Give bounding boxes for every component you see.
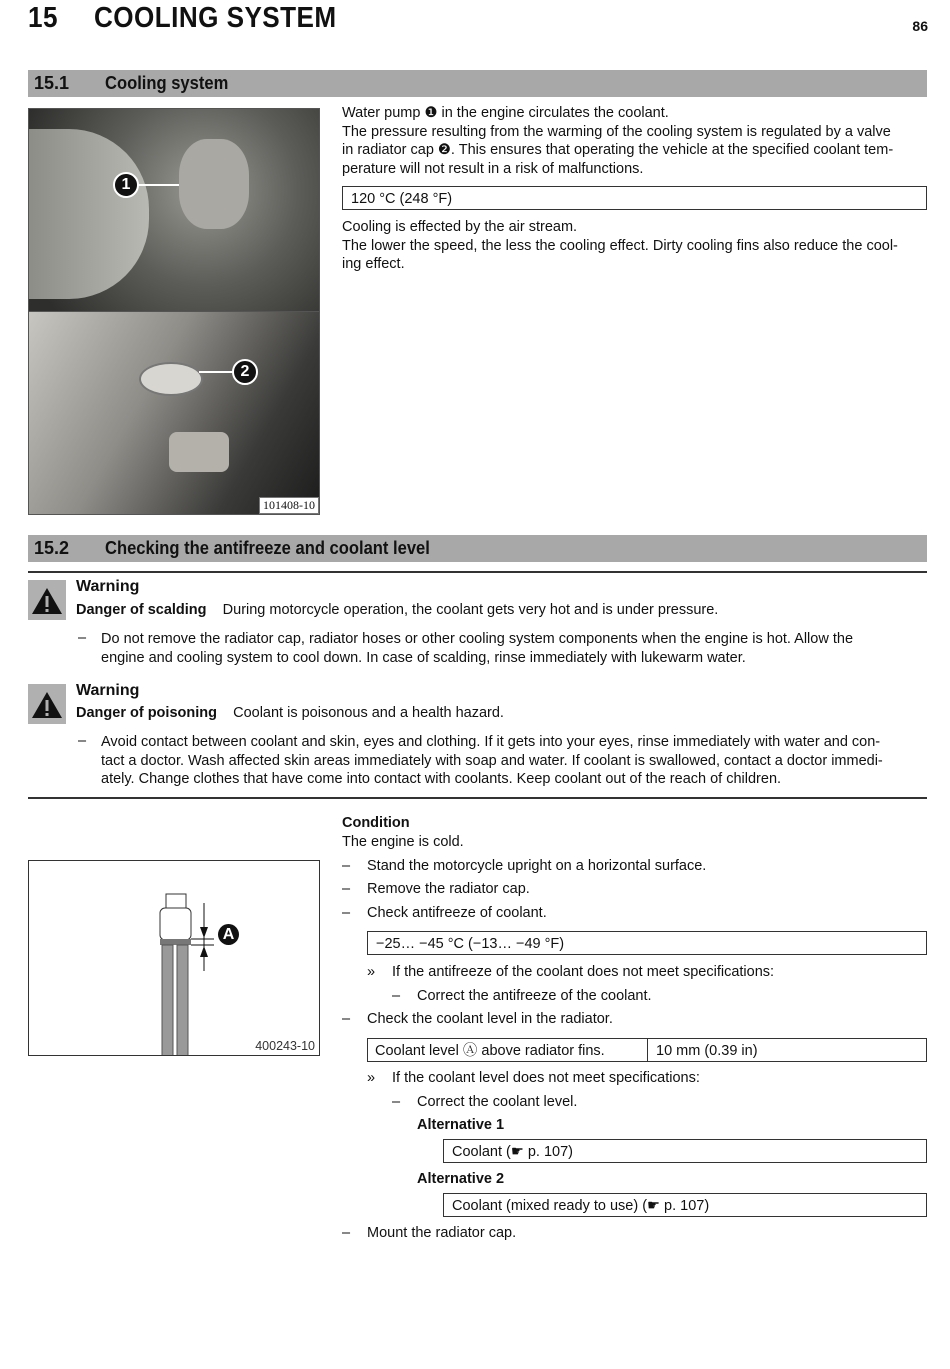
step: Mount the radiator cap. — [367, 1225, 517, 1241]
image-id: 101408-10 — [259, 497, 319, 514]
chapter-number: 15 — [28, 2, 58, 34]
section-heading-15-1 — [28, 70, 927, 97]
alternative-label: Alternative 1 — [417, 1117, 505, 1133]
warning-icon — [28, 684, 66, 724]
condition-if: If the antifreeze of the coolant does not meet specifications: — [392, 964, 775, 980]
antifreeze-spec: −25… −45 °C (−13… −49 °F) — [367, 931, 927, 955]
warning-text — [76, 705, 504, 721]
radiator-diagram — [29, 861, 319, 1055]
danger-text: During motorcycle operation, the coolant gets very hot and is under pressure. — [222, 602, 719, 618]
chapter-heading — [28, 2, 337, 35]
cooling-text — [342, 218, 898, 274]
dash: – — [342, 881, 351, 897]
text-line: Water pump ❶ in the engine circulates the coolant. — [342, 105, 669, 121]
warning-heading: Warning — [76, 578, 140, 595]
water-pump — [179, 139, 249, 229]
callout-a: A — [218, 924, 239, 945]
step: Correct the coolant level. — [417, 1094, 578, 1110]
danger-text: Coolant is poisonous and a health hazard. — [233, 705, 504, 721]
opening-pressure-spec: 120 °C (248 °F) — [342, 186, 927, 210]
filler-neck — [169, 432, 229, 472]
text-line: The pressure resulting from the warming of the cooling system is regulated by a valve — [342, 123, 891, 140]
chapter-title: COOLING SYSTEM — [93, 2, 337, 34]
leader-line — [137, 184, 179, 186]
leader-line — [199, 371, 235, 373]
dash: – — [342, 905, 351, 921]
step: Check the coolant level in the radiator. — [367, 1011, 613, 1027]
condition-text: The engine is cold. — [342, 834, 464, 850]
warning-icon — [28, 580, 66, 620]
radiator-cap-photo — [28, 311, 320, 515]
coolant-level-spec — [367, 1038, 927, 1062]
text-line: Avoid contact between coolant and skin, eyes and clothing. If it gets into your eyes, rinse immediately with water and con- — [101, 734, 881, 750]
danger-label: Danger of poisoning — [76, 705, 217, 721]
alternative-1-ref[interactable]: Coolant (☛ p. 107) — [443, 1139, 927, 1163]
intro-text — [342, 104, 893, 178]
text-line: Do not remove the radiator cap, radiator hoses or other cooling system components when the engine is hot. Allow the — [101, 631, 854, 647]
text-line: Cooling is effected by the air stream. — [342, 219, 578, 235]
danger-label: Danger of scalding — [76, 602, 207, 618]
text-line: in radiator cap ❷. This ensures that operating the vehicle at the specified coolant tem- — [342, 142, 894, 158]
dash: – — [342, 858, 351, 874]
engine-cover — [29, 129, 149, 299]
text-line: The lower the speed, the less the cooling effect. Dirty cooling fins also reduce the cool- — [342, 237, 898, 254]
warning-instruction — [101, 733, 883, 789]
warning-heading: Warning — [76, 682, 140, 699]
step: Stand the motorcycle upright on a horizontal surface. — [367, 858, 707, 874]
condition-label: Condition — [342, 815, 410, 831]
section-heading-15-2 — [28, 535, 927, 562]
alternative-label: Alternative 2 — [417, 1171, 505, 1187]
condition-arrow: » — [367, 1070, 376, 1086]
divider — [28, 797, 927, 799]
section-title: Cooling system — [105, 73, 229, 93]
section-title: Checking the antifreeze and coolant level — [105, 538, 430, 558]
warning-text — [76, 602, 718, 618]
spec-label: Coolant level Ⓐ above radiator fins. — [375, 1043, 605, 1059]
dash: – — [342, 1225, 351, 1241]
coolant-level-diagram — [28, 860, 320, 1056]
step: Correct the antifreeze of the coolant. — [417, 988, 652, 1004]
dash: – — [342, 1011, 351, 1027]
alternative-2-ref[interactable]: Coolant (mixed ready to use) (☛ p. 107) — [443, 1193, 927, 1217]
engine-photo — [28, 108, 320, 312]
warning-instruction — [101, 630, 853, 667]
page-number: 86 — [912, 18, 928, 34]
divider — [28, 571, 927, 573]
radiator-cap — [139, 362, 203, 396]
section-number: 15.1 — [34, 73, 70, 93]
dash: – — [78, 630, 87, 646]
text-line: engine and cooling system to cool down. In case of scalding, rinse immediately with lukewarm water. — [101, 649, 746, 666]
text-line: ately. Change clothes that have come into contact with coolants. Keep coolant out of the reach of children. — [101, 771, 782, 787]
image-id: 400243-10 — [255, 1039, 315, 1053]
text-line: ing effect. — [342, 256, 405, 272]
text-line: perature will not result in a risk of malfunctions. — [342, 160, 644, 177]
condition-if: If the coolant level does not meet specifications: — [392, 1070, 700, 1086]
callout-1: 1 — [113, 172, 139, 198]
step: Remove the radiator cap. — [367, 881, 530, 897]
spec-value: 10 mm (0.39 in) — [647, 1039, 758, 1061]
text-line: tact a doctor. Wash affected skin areas immediately with soap and water. If coolant is swallowed, contact a doctor immedi- — [101, 752, 883, 769]
step: Check antifreeze of coolant. — [367, 905, 547, 921]
section-number: 15.2 — [34, 538, 70, 558]
callout-2: 2 — [232, 359, 258, 385]
dash: – — [392, 1094, 401, 1110]
dash: – — [392, 988, 401, 1004]
dash: – — [78, 733, 87, 749]
condition-arrow: » — [367, 964, 376, 980]
